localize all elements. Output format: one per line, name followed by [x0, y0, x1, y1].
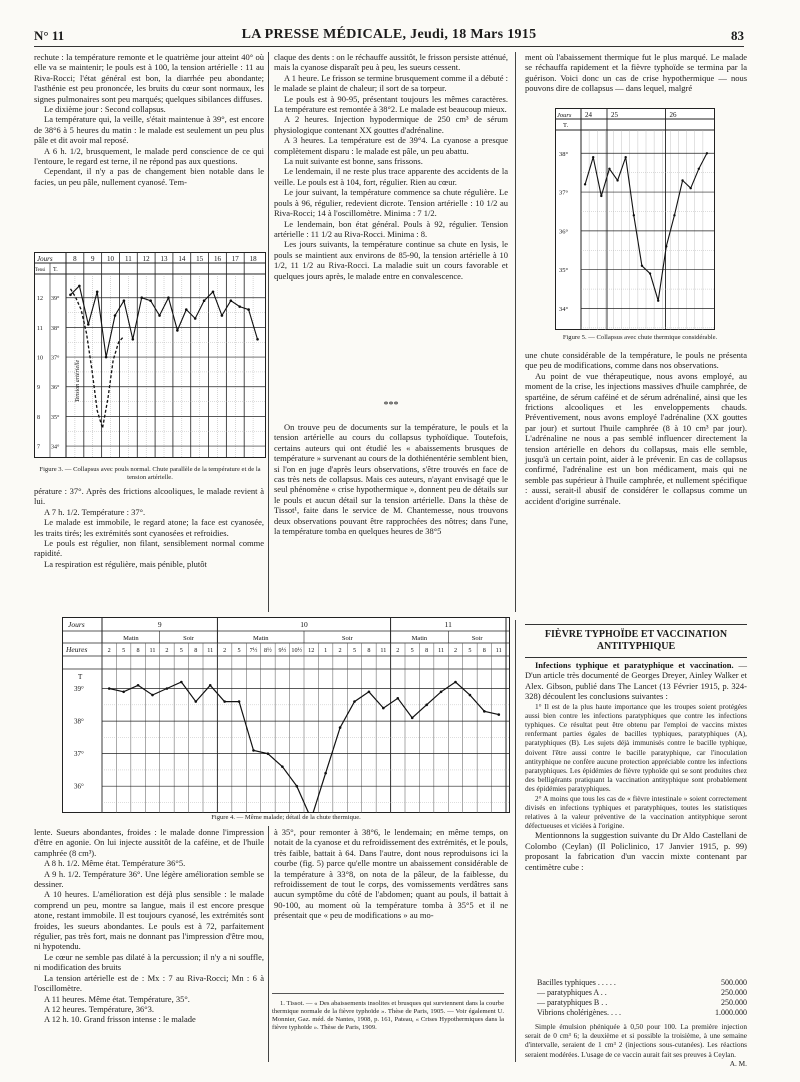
hour-label: 5 [468, 647, 472, 654]
day-part-label: Soir [341, 635, 353, 642]
hour-label: 11 [380, 647, 387, 654]
paragraph: On trouve peu de documents sur la température, le pouls et la tension artérielle au cours du collapsus typhoïdique. Toutefois, certains auteurs qui ont étudié les « abaissements brusques de température » survenant au cours de la dothiénentérie semblent bien, si l'on en juge d'après leurs observations, s'être trouvés en face de cas très nets de collapsus. Mais ces auteurs, n'ayant envisagé que le seul phénomène « crise hypothermique », donnent peu de détails sur le pouls et aucun détail sur la tension artérielle. Dans la thèse de Tissot¹, faite dans le service de M. Chantemesse, nous trouvons deux observations pouvant être rapprochées des nôtres; dans l'une, la température tomba en quelques heures de 38°5 [274, 422, 508, 537]
table-row: Bacilles typhiques . . . . . 500.000 [537, 978, 747, 987]
figure-4-caption: Figure 4. — Même malade; détail de la chute thermique. [211, 814, 361, 821]
column-1-middle [34, 486, 264, 569]
paragraph: Simple émulsion phéniquée à 0,50 pour 100. La première injection serait de 0 cm³ 6; la deuxième et si possible la troisième, à une semaine d'intervalle, seraient de 1 cm³ 2 (injections sous-cutanées). Les réactions seraient modérées. L'usage de ce vaccin aurait fait ses preuves à Ceylan. [525, 1022, 747, 1059]
day-label: 15 [196, 255, 204, 263]
paragraph: claque des dents : on le réchauffe aussitôt, le frisson persiste atténué, mais la cyanose disparaît peu à peu, les sueurs cessent. [274, 52, 508, 73]
paragraph: A 11 heures. Même état. Température, 35°. [44, 993, 190, 1004]
footnote-text: 1. Tissot. — « Des abaissements insolites et brusques qui surviennent dans la courbe thermique normale de la fièvre typhoïde ». Thèse de Paris, 1905. — Voir également U. Monnier, Gaz. méd. de Nantes, 1908, p. 161, Pateau, « Crises Hypothermiques dans la fièvre typhoïde ». Thèse de Paris, 1909. [272, 1000, 504, 1031]
day-part-label: Matin [123, 635, 139, 642]
tension-tick-label: 7 [37, 444, 40, 451]
column-3-end [525, 1022, 747, 1068]
column-2-top [274, 52, 508, 281]
paragraph: La température qui, la veille, s'était maintenue à 39°, est encore de 38°6 à 5 heures du matin : le malade est seulement un peu plus pâle et dit avoir mal reposé. [34, 114, 264, 146]
day-part-label: Matin [252, 635, 269, 642]
paragraph: une chute considérable de la température, le pouls ne présenta que peu de modifications, comme dans nos observations. [525, 350, 747, 371]
day-label: 11 [124, 255, 132, 263]
paragraph: A 12 heures. Température, 36°3. [44, 1003, 155, 1014]
day-label: 13 [160, 255, 168, 263]
temp-tick-label: 38° [51, 325, 60, 332]
temp-tick-label: 34° [559, 305, 569, 313]
table-row: — paratyphiques B . . 250.000 [537, 998, 747, 1007]
hour-label: 11 [438, 647, 445, 654]
t-label: T [78, 673, 83, 681]
hour-label: 5 [410, 647, 414, 654]
temp-tick-label: 38° [74, 717, 84, 726]
section-title: FIÈVRE TYPHOÏDE ET VACCINATION ANTITYPHIQUE [525, 624, 747, 658]
figure-5-caption: Figure 5. — Collapsus avec chute thermique considérable. [562, 334, 718, 341]
paragraph: La nuit suivante est bonne, sans frissons. [284, 156, 423, 167]
table-row: — paratyphiques A . . 250.000 [537, 988, 747, 997]
hour-label: 2 [453, 647, 458, 654]
tension-tick-label: 8 [37, 414, 40, 421]
paragraph: A 6 h. 1/2, brusquement, le malade perd conscience de ce qui l'entoure, le regard est terne, il ne répond pas aux questions. [34, 145, 264, 167]
paragraph: ment où l'abaissement thermique fut le plus marqué. Le malade se réchauffa rapidement et la fièvre typhoïde se termina par la guérison. Voici donc un cas de crise hypothermique — nous pouvons dire de collapsus — dans lequel, malgré [525, 52, 747, 94]
section-stars: *** [383, 400, 399, 411]
hour-label: 2 [165, 647, 169, 654]
vaccine-composition-table [525, 978, 747, 1018]
day-label: 16 [213, 255, 221, 263]
paragraph: A 7 h. 1/2. Température : 37°. [44, 506, 146, 517]
paragraph: A 12 h. 10. Grand frisson intense : le malade [44, 1014, 196, 1025]
temp-tick-label: 36° [74, 782, 84, 791]
figure-3-chart [34, 252, 266, 458]
temp-tick-label: 37° [559, 189, 569, 197]
paragraph: rechute : la température remonte et le quatrième jour atteint 40° où elle va se maintenir; le pouls est à 100, la tension artérielle : 11 au Riva-Rocci; l'état général est bon, la diarrhée peu abondante; l'asthénie est peu prononcée, les bruits du cœur sont normaux, les signes pulmonaires sont peu marqués; quelques sibilances diffuses. [34, 52, 264, 104]
hour-label: 5 [352, 647, 357, 654]
hour-label: 5 [179, 647, 183, 654]
column-rule [515, 620, 516, 1062]
day-part-label: Soir [183, 635, 194, 642]
tension-series-label: Tension artérielle [74, 359, 81, 403]
hour-label: 12 [308, 647, 315, 654]
day-label: 9 [90, 255, 95, 263]
paragraph: Le jour suivant, la température commence sa chute régulière. Le pouls à 96, régulier, redevient dicrote. Tension artérielle : 10 1/2 au Riva-Rocci; 14 à l'oscillomètre. Minima : 7 1/2. [274, 187, 508, 219]
page-number: 83 [731, 28, 744, 43]
day-label: 12 [142, 255, 150, 263]
hour-label: 1 [324, 647, 328, 654]
hour-label: 5 [237, 647, 241, 654]
paragraph: A 2 heures. Injection hypodermique de 250 cm³ de sérum physiologique contenant XX gouttes d'adrénaline. [274, 114, 508, 135]
day-label: 10 [107, 255, 115, 263]
row-label: Heures [66, 645, 88, 654]
paragraph: A 3 heures. La température est de 39°4. La cyanose a presque complètement disparu : le malade est pâle, un peu abattu. [274, 135, 508, 156]
day-label: 11 [444, 620, 452, 629]
paragraph: Cependant, il n'y a pas de changement bien notable dans le facies, un peu pâle, nullement cyanosé. Tem- [34, 166, 264, 187]
table-row: Vibrions cholérigènes. . . . 1.000.000 [537, 1008, 747, 1017]
page-header [34, 26, 744, 47]
tension-tick-label: 11 [37, 325, 43, 332]
paragraph: Le pouls est à 90-95, présentant toujours les mêmes caractères. La température est remontée à 38°2. Le malade est beaucoup mieux. [274, 93, 508, 115]
tension-tick-label: 9 [37, 385, 40, 392]
hour-label: 8 [194, 647, 198, 654]
paragraph-lead: — D'un article très documenté de Georges Dreyer, Ainley Walker et Alex. Gibson, publié dans The Lancet (13 Février 1915, p. 324-328) découlent les conclusions suivantes : [525, 660, 748, 702]
column-3-middle [525, 350, 747, 506]
temp-header: T. [53, 267, 58, 273]
col-header-label: Jours [557, 112, 572, 119]
hour-label: 2 [107, 647, 111, 654]
paragraph: Le malade est immobile, le regard atone; la face est cyanosée, les traits tirés; les extrémités sont cyanosées et refroidies. [34, 517, 264, 538]
day-label: 8 [73, 255, 77, 263]
figure-4-chart [62, 617, 510, 813]
col-header-label: Jours [37, 255, 53, 263]
hour-label: 11 [495, 647, 502, 654]
hour-label: 2 [396, 647, 400, 654]
footnote [272, 993, 504, 1032]
paragraph: Le dixième jour : Second collapsus. [44, 104, 166, 115]
t-label: T. [563, 122, 569, 129]
temp-tick-label: 37° [74, 750, 84, 759]
paragraph: A 9 h. 1/2. Température 36°. Une légère amélioration semble se dessiner. [34, 868, 264, 890]
hour-label: 2 [338, 647, 342, 654]
paragraph: A 8 h. 1/2. Même état. Température 36°5. [44, 858, 186, 869]
paragraph: lente. Sueurs abondantes, froides : le malade donne l'impression d'être en agonie. On lui injecte aussitôt de la caféine, et de l'huile camphrée (8 cm³). [34, 827, 264, 858]
day-part-label: Soir [471, 635, 483, 642]
tension-tick-label: 10 [37, 355, 43, 362]
column-2-bottom [274, 827, 508, 921]
day-label: 26 [669, 111, 677, 119]
issue-number: N° 11 [34, 28, 65, 43]
column-1-top [34, 52, 264, 187]
day-label: 18 [249, 255, 257, 263]
day-label: 14 [178, 255, 186, 263]
hour-label: 8 [136, 647, 140, 654]
temp-tick-label: 39° [74, 685, 84, 694]
hour-label: 9½ [278, 647, 287, 654]
temp-tick-label: 39° [51, 296, 60, 303]
figure-3-caption: Figure 3. — Collapsus avec pouls normal. Chute parallèle de la température et de la tension artérielle. [39, 466, 261, 481]
day-label: 24 [585, 111, 592, 119]
temp-tick-label: 38° [559, 150, 569, 158]
paragraph: Au point de vue thérapeutique, nous avons employé, au moment de la crise, les injections massives d'huile camphrée, de spartéine, de sérum caféiné et de sérum adrénaliné, ainsi que les frictions alcooliques et les enveloppements chauds. Préventivement, nous avons employé l'adrénaline (XX gouttes par jour) et surtout l'huile camphrée (8 à 10 cm³ par jour). L'adrénaline ne nous a pas semblé influencer directement la tension artérielle en dehors du collapsus, mais elle semble, jusqu'à un certain point, aider à le prévenir. En cas de collapsus confirmé, l'adrénaline est un bon médicament, mais qui ne semble pas supérieur à l'huile camphrée, et nullement spécifique : aussi, serait-il abusif de considérer le collapsus comme un accident d'origine surrénale. [525, 370, 747, 506]
column-rule [268, 826, 269, 1062]
temp-tick-label: 36° [559, 228, 569, 236]
paragraph: La respiration est régulière, mais pénible, plutôt [44, 558, 207, 569]
hour-label: 5 [122, 647, 126, 654]
paragraph: 2° A moins que tous les cas de « fièvre intestinale » soient correctement divisés en infections typhiques et paratyphiques, toutes les statistiques relatives à la valeur préventive de la vaccination antityphique seront défectueuses et viciées à l'origine. [525, 793, 747, 831]
paragraph: Mentionnons la suggestion suivante du Dr Aldo Castellani de Colombo (Ceylan) (Il Policlinico, 17 Janvier 1915, p. 99) proposant la fabrication d'un vaccin mixte contenant par centimètre cube : [525, 830, 747, 872]
paragraph: à 35°, pour remonter à 38°6, le lendemain; en même temps, on notait de la cyanose et du refroidissement des extrémités, et le pouls, très faible, battait à 64. Dans l'autre, dont nous reproduisons ici la courbe (fig. 5) parce qu'elle montre un abaissement considérable de la température à 33°8, on nota de la pâleur, de la faiblesse, du refroidissement de tout le corps, des vomissements verdâtres sans aucun symptôme du côté de l'abdomen; quant au pouls, il battait à 90-100, au moment où la température tomba à 35°5 et il ne présentait que « peu de modifications » au mo- [274, 827, 508, 921]
hour-label: 10½ [291, 647, 303, 654]
column-rule [268, 52, 269, 612]
temp-tick-label: 35° [51, 414, 60, 421]
hour-label: 8 [482, 647, 486, 654]
chart-frame [556, 109, 715, 330]
hour-label: 11 [149, 647, 156, 654]
paragraph: Le pouls est régulier, non filant, sensiblement normal comme rapidité. [34, 538, 264, 559]
hour-label: 8½ [264, 647, 272, 654]
column-1-bottom [34, 827, 264, 1025]
day-label: 9 [157, 620, 162, 629]
column-2-middle [274, 422, 508, 536]
day-part-label: Matin [411, 635, 428, 642]
figure-5-chart [555, 108, 715, 330]
paragraph: Le cœur ne semble pas dilaté à la percussion; il n'y a ni souffle, ni modification des bruits [34, 951, 264, 973]
paragraph: 1° Il est de la plus haute importance que les troupes soient protégées aussi bien contre les infections paratyphiques que contre les infections typhiques. Ce résultat peut être obtenu par l'emploi de vaccins mixtes renfermant parties égales de bacilles typhiques, paratyphiques (A), paratyphiques (B). Les sujets déjà immunisés contre le bacille typhique, doivent l'être aussi contre le bacille paratyphique, car l'inoculation antityphique ne confère aucune protection appréciable contre les infections paratyphiques. Les épidémies de fièvre typhoïde qui se sont produites chez des belligérants pratiquant la vaccination antityphique sont probablement des épidémies paratyphiques. [525, 701, 747, 794]
article-subhead: Infections typhique et paratyphique et vaccination. [535, 660, 734, 670]
paragraph: La tension artérielle est de : Mx : 7 au Riva-Rocci; Mn : 6 à l'oscillomètre. [34, 972, 264, 994]
paragraph: A 1 heure. Le frisson se termine brusquement comme il a débuté : le malade se plaint de chaleur; il sort de sa torpeur. [274, 72, 509, 94]
journal-title: LA PRESSE MÉDICALE, Jeudi, 18 Mars 1915 [241, 27, 537, 42]
day-label: 25 [611, 111, 618, 119]
paragraph: Le lendemain, bon état général. Pouls à 92, régulier. Tension artérielle : 11 1/2 au Riva-Rocci. Minima : 8. [274, 218, 508, 239]
hour-label: 2 [223, 647, 227, 654]
hour-label: 8 [367, 647, 371, 654]
paragraph: A 10 heures. L'amélioration est déjà plus sensible : le malade comprend un peu, montre sa langue, mais il est encore presque atone, restant immobile. Il est toujours cyanosé, les extrémités sont froides, les sueurs abondantes. Le pouls est à 72, parfaitement régulier, pas très fort, mais ne donnant pas l'impression d'être mou, ni hypotendu. [34, 889, 264, 952]
column-rule [515, 52, 516, 612]
temp-tick-label: 37° [51, 355, 60, 362]
signature: A. M. [729, 1058, 747, 1068]
hour-label: 7½ [249, 647, 258, 654]
tension-header: Tensi [35, 268, 46, 273]
chart-frame [35, 253, 266, 458]
temp-tick-label: 36° [51, 385, 60, 392]
column-3-top [525, 52, 747, 94]
tension-tick-label: 12 [37, 296, 43, 303]
column-3-bottom [525, 660, 747, 872]
paragraph: Les jours suivants, la température continue sa chute en lysis, le pouls se maintient aux environs de 85-90, la tension artérielle à 10 1/2, 11 1/2 au Riva-Rocci. La maladie suit un cours favorable et quelques jours après, le malade entre en convalescence. [274, 239, 508, 281]
paragraph: Le lendemain, il ne reste plus trace apparente des accidents de la veille. Le pouls est à 104, fort, régulier. Rien au cœur. [274, 166, 508, 187]
hour-label: 8 [425, 647, 429, 654]
row-label: Jours [68, 620, 85, 629]
day-label: 17 [231, 255, 239, 263]
temp-tick-label: 35° [559, 267, 569, 275]
temp-tick-label: 34° [51, 444, 60, 451]
paragraph: pérature : 37°. Après des frictions alcooliques, le malade revient à lui. [34, 486, 264, 507]
hour-label: 11 [207, 647, 214, 654]
day-label: 10 [300, 620, 308, 629]
